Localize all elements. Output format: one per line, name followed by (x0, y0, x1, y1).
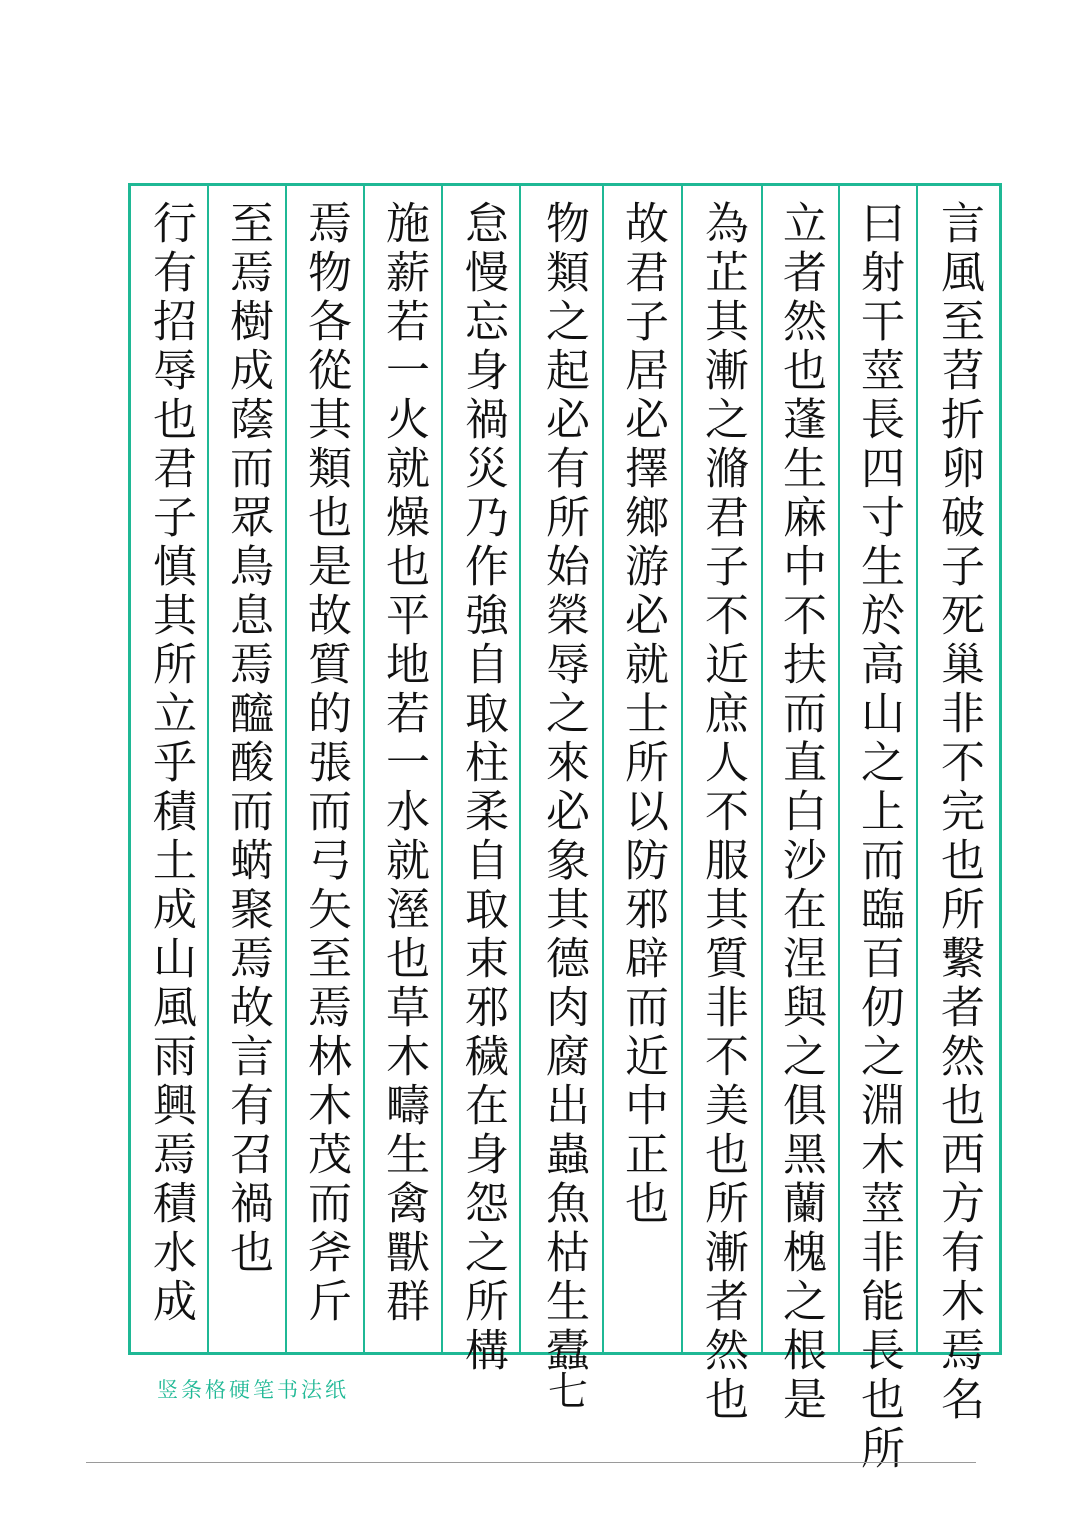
column-text: 故君子居必擇鄉游必就士所以防邪辟而近中正也 (617, 200, 668, 1229)
text-column-11 (131, 200, 209, 1342)
column-text: 行有招辱也君子慎其所立乎積土成山風雨興焉積水成 (145, 200, 196, 1327)
text-column-7 (443, 200, 521, 1376)
page-number: 七 (548, 1369, 588, 1415)
text-column-1 (919, 200, 997, 1425)
paper-type-label: 竖条格硬笔书法纸 (157, 1378, 349, 1402)
text-column-4 (683, 200, 761, 1425)
text-column-10 (208, 200, 286, 1342)
column-text: 至焉樹成蔭而眾鳥息焉醯酸而蜹聚焉故言有召禍也 (222, 200, 273, 1278)
text-column-9 (286, 200, 364, 1342)
text-column-8 (364, 200, 442, 1342)
text-column-6 (524, 200, 602, 1376)
column-text: 怠慢忘身禍災乃作強自取柱柔自取束邪穢在身怨之所構 (457, 200, 508, 1376)
column-text: 言風至苕折卵破子死巢非不完也所繫者然也西方有木焉名 (933, 200, 984, 1425)
text-column-3 (761, 200, 839, 1425)
column-text: 施薪若一火就燥也平地若一水就溼也草木疇生禽獸群 (378, 200, 429, 1327)
text-column-5 (603, 200, 681, 1342)
text-column-2 (839, 200, 917, 1474)
column-text: 焉物各從其類也是故質的張而弓矢至焉林木茂而斧斤 (300, 200, 351, 1327)
column-text: 曰射干莖長四寸生於高山之上而臨百仞之淵木莖非能長也所 (853, 200, 904, 1474)
bottom-divider (86, 1462, 976, 1463)
column-text: 為芷其漸之滫君子不近庶人不服其質非不美也所漸者然也 (697, 200, 748, 1425)
column-text: 物類之起必有所始榮辱之來必象其德肉腐出蟲魚枯生蠹 (538, 200, 589, 1376)
column-text: 立者然也蓬生麻中不扶而直白沙在涅與之俱黑蘭槐之根是 (775, 200, 826, 1425)
